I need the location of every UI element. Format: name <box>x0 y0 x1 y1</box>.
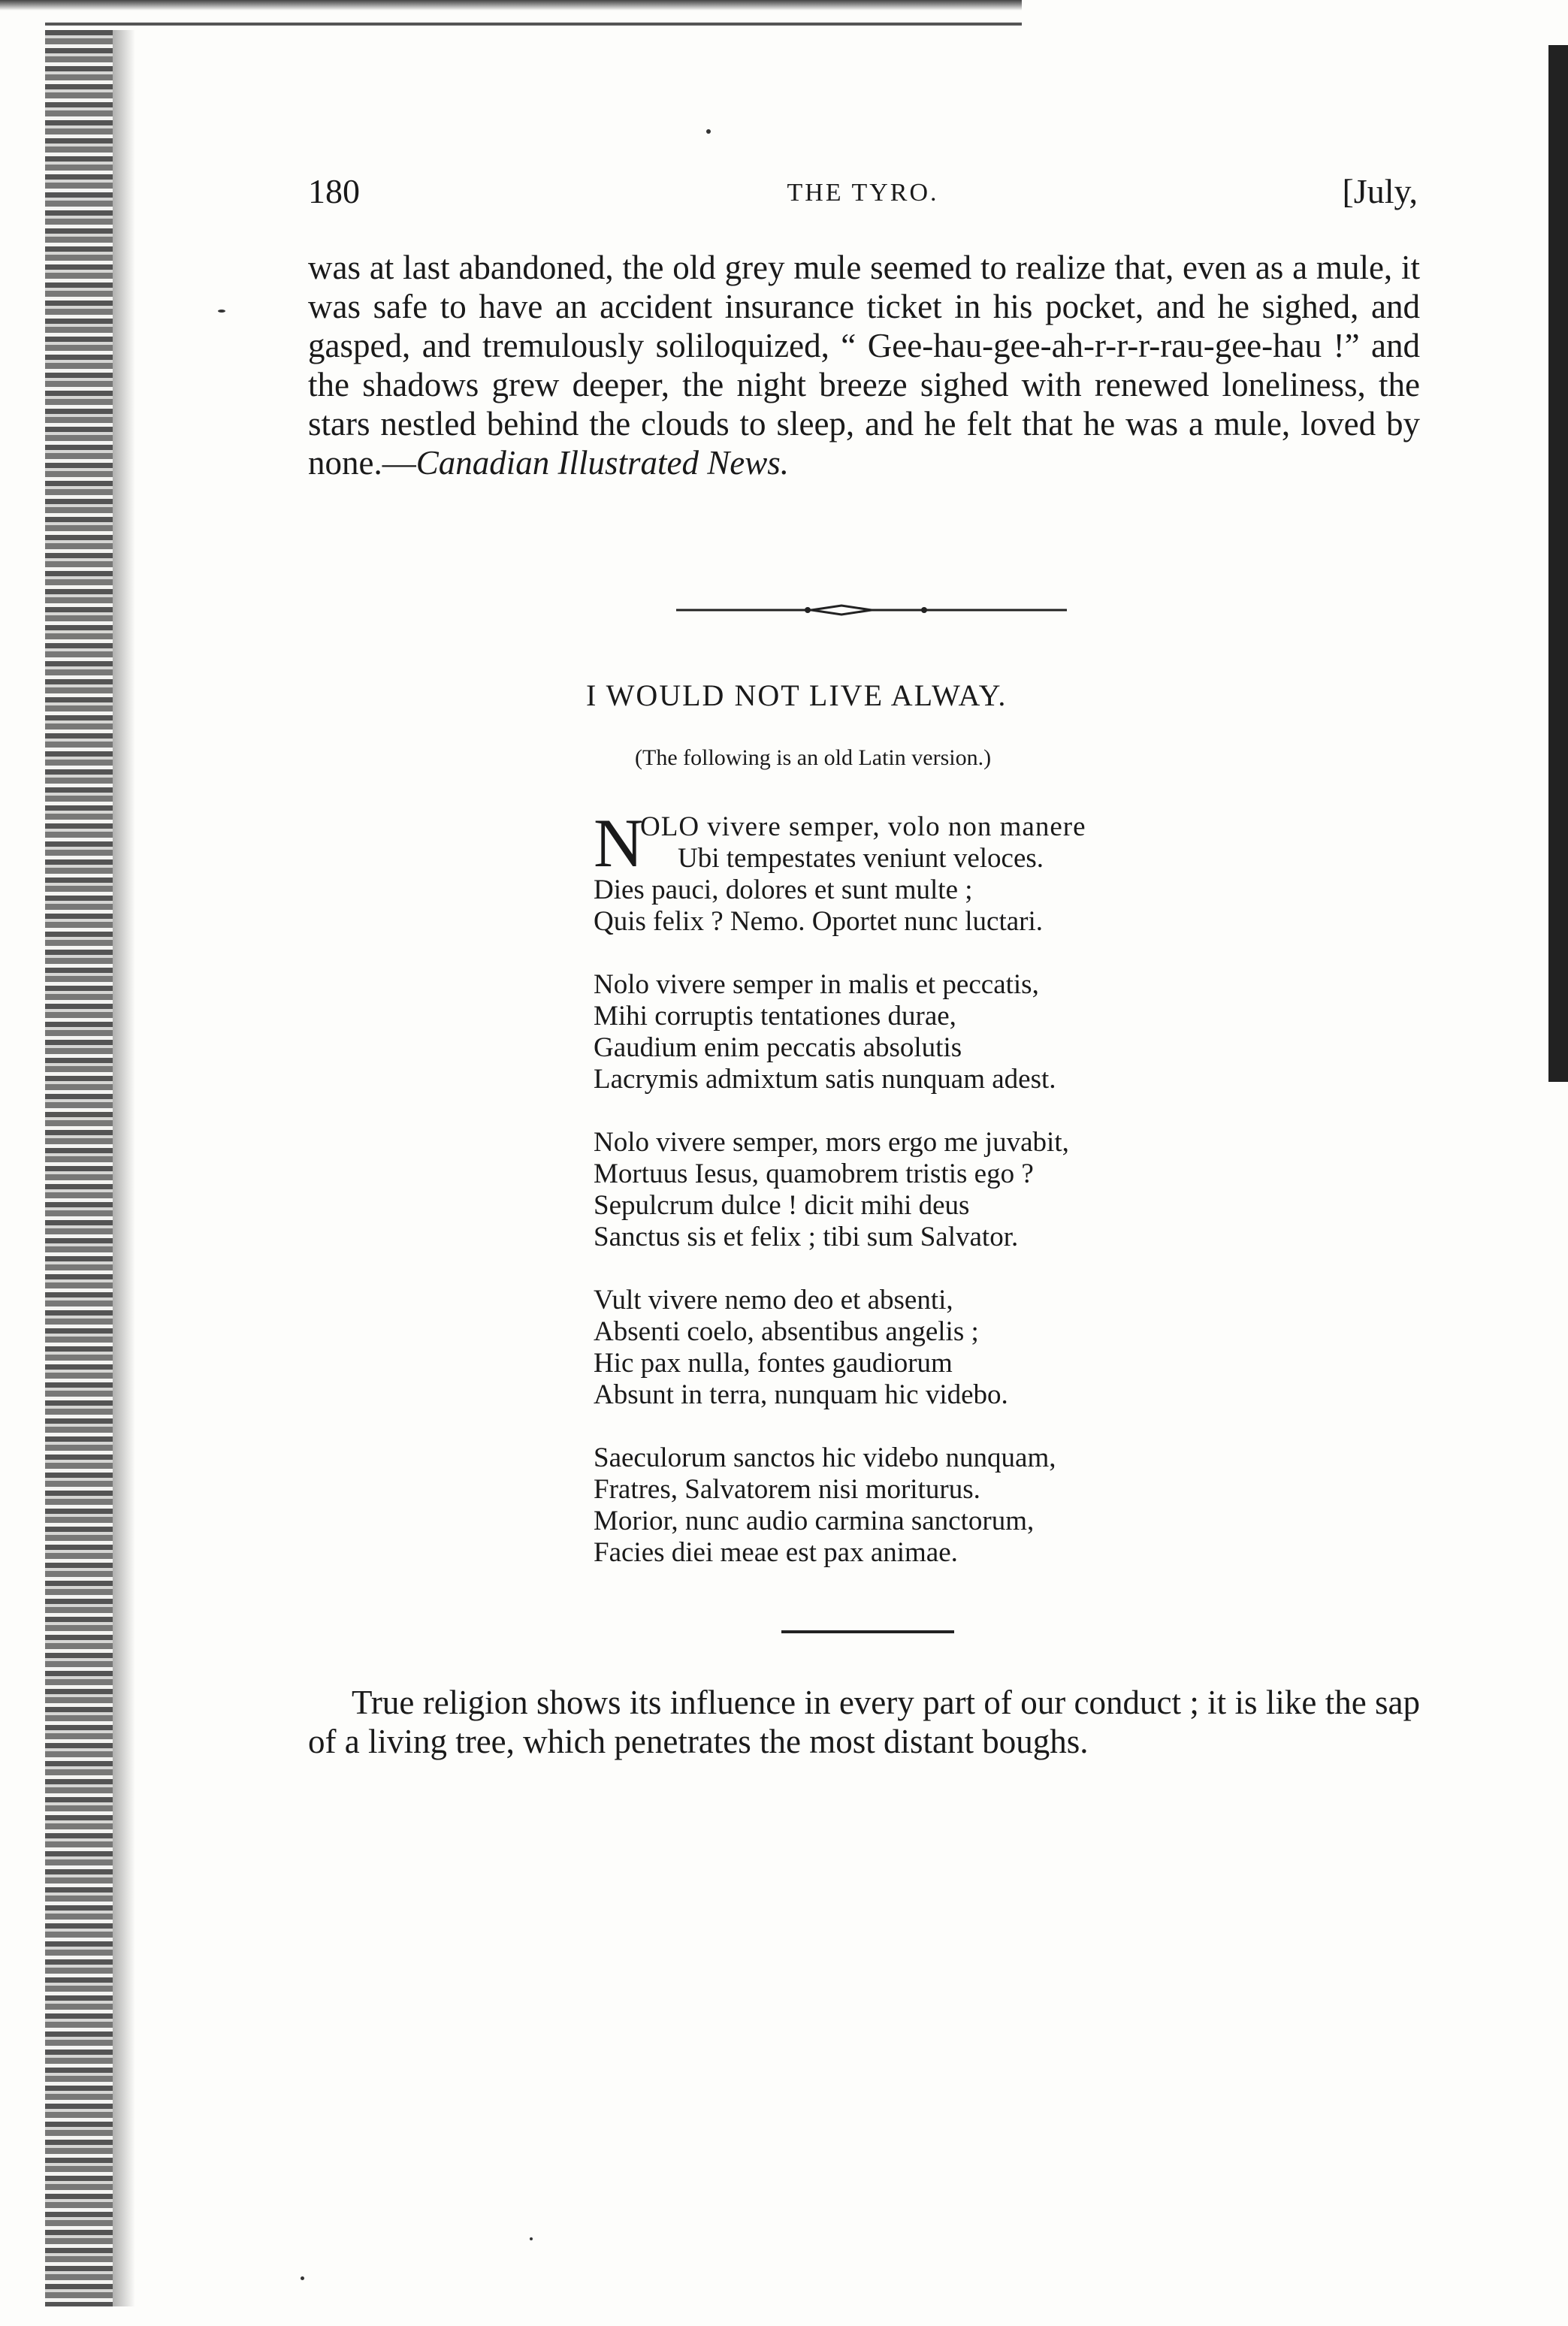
page-number: 180 <box>308 172 360 210</box>
poem-line: Absunt in terra, nunquam hic videbo. <box>594 1379 1008 1410</box>
stanza-2 <box>594 969 1270 1095</box>
poem-line: Gaudium enim peccatis absolutis <box>594 1032 962 1063</box>
poem-line: Dies pauci, dolores et sunt multe ; <box>594 875 973 905</box>
poem-line: Ubi tempestates veniunt veloces. <box>678 843 1044 874</box>
month-label: [July, <box>1342 172 1418 210</box>
stanza-1 <box>594 805 1270 938</box>
poem-line: Morior, nunc audio carmina sanctorum, <box>594 1506 1035 1536</box>
section-rule <box>781 1630 954 1633</box>
poem-line: Fratres, Salvatorem nisi moriturus. <box>594 1474 980 1505</box>
continued-paragraph <box>308 248 1420 482</box>
poem-line: Quis felix ? Nemo. Oportet nunc luctari. <box>594 906 1043 937</box>
continued-paragraph-text: was at last abandoned, the old grey mule seemed to realize that, even as a mule, it was safe to have an accident insurance ticket in his pocket, and he sighed, and gasped, and tremulously soliloquized, “ Gee-hau-gee-ah-r-r-r-rau-gee-hau !” and the shadows grew deeper, the night breeze sighed with renewed loneliness, the stars nestled behind the clouds to sleep, and he felt that he was a mule, loved by none.— <box>308 249 1420 482</box>
poem-line: Mortuus Iesus, quamobrem tristis ego ? <box>594 1158 1034 1189</box>
speck <box>706 129 711 134</box>
speck <box>530 2237 533 2240</box>
ornamental-divider <box>676 601 1067 619</box>
poem-note: (The following is an old Latin version.) <box>635 745 992 770</box>
poem-line: Hic pax nulla, fontes gaudiorum <box>594 1348 953 1379</box>
closing-paragraph <box>308 1683 1420 1761</box>
stanza-4 <box>594 1285 1270 1411</box>
running-head <box>308 171 1418 224</box>
poem-line: Facies diei meae est pax animae. <box>594 1537 958 1568</box>
closing-paragraph-text: True religion shows its influence in every part of our conduct ; it is like the sap of a living tree, which penetrates the most distant boughs. <box>308 1684 1420 1760</box>
speck <box>301 2276 304 2280</box>
poem-line: Absenti coelo, absentibus angelis ; <box>594 1316 979 1347</box>
scan-edge-left <box>45 30 113 2306</box>
poem <box>594 805 1270 1600</box>
poem-line: OLO vivere semper, volo non manere <box>640 811 1086 842</box>
poem-line: Vult vivere nemo deo et absenti, <box>594 1285 953 1316</box>
stanza-3 <box>594 1127 1270 1253</box>
scan-rule-top <box>45 23 1022 26</box>
scan-edge-left-fade <box>113 30 135 2306</box>
source-citation: Canadian Illustrated News. <box>415 444 790 482</box>
poem-line: Sepulcrum dulce ! dicit mihi deus <box>594 1190 970 1221</box>
poem-line: Lacrymis admixtum satis nunquam adest. <box>594 1064 1056 1095</box>
stanza-5 <box>594 1442 1270 1569</box>
speck <box>218 310 225 313</box>
scan-edge-right <box>1548 45 1568 1082</box>
poem-line: Saeculorum sanctos hic videbo nunquam, <box>594 1442 1056 1473</box>
drop-cap: N <box>594 805 644 881</box>
poem-title: I WOULD NOT LIVE ALWAY. <box>586 678 1008 712</box>
poem-line: Mihi corruptis tentationes durae, <box>594 1001 956 1032</box>
poem-line: Nolo vivere semper in malis et peccatis, <box>594 969 1039 1000</box>
running-title: THE TYRO. <box>787 179 939 207</box>
poem-line: Sanctus sis et felix ; tibi sum Salvator. <box>594 1222 1019 1252</box>
poem-line: Nolo vivere semper, mors ergo me juvabit, <box>594 1127 1069 1158</box>
scan-edge-top <box>0 0 1022 11</box>
